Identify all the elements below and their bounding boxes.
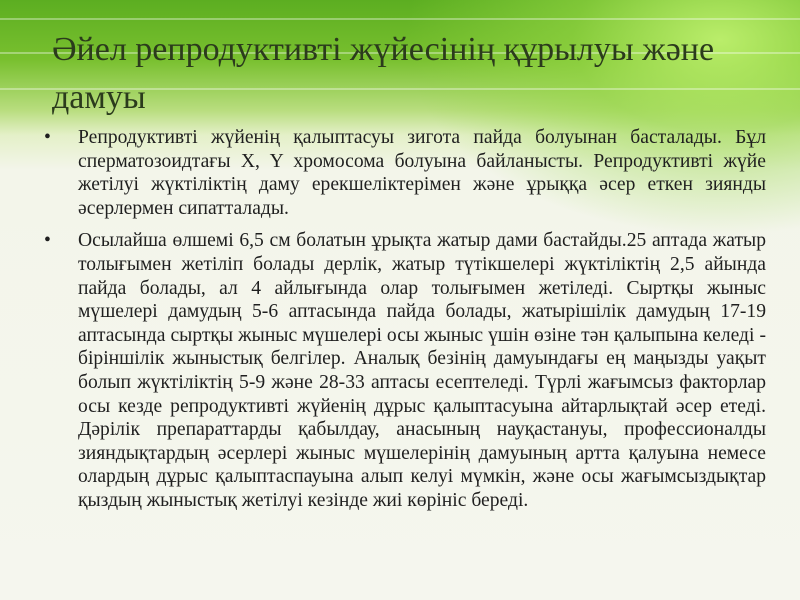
list-item [44, 126, 766, 220]
list-item-text: Репродуктивті жүйенің қалыптасуы зигота пайда болуынан басталады. Бұл сперматозоидтағы X, Y хромосома болуына байланысты. Репродуктивті жүйе жетілуі жүктіліктің даму ерекшеліктерімен және ұрыққа әсер еткен зиянды әсерлермен сипатталады. [78, 127, 766, 219]
bullet-marker: • [44, 127, 51, 148]
bullet-marker: • [44, 230, 51, 252]
bullet-list [44, 126, 766, 513]
slide-title: Әйел репродуктивті жүйесінің құрылуы және дамуы [52, 31, 715, 116]
list-item-text: Осылайша өлшемі 6,5 см болатын ұрықта жатыр дами бастайды.25 аптада жатыр толығымен жетіліп болады дерлік, жатыр түтікшелері жүктіліктің 2,5 айында пайда болады, ал 4 айлығында олар толығымен жетіледі. Сыртқы жыныс мүшелері дамудың 5-6 аптасында пайда болады, жатырішілік дамудың 17-19 аптасында сыртқы жыныс мүшелері осы жыныс үшін өзіне тән қалыпына келеді - біріншілік жыныстық белгілер. Аналық безінің дамуындағы ең маңызды уақыт болып жүктіліктің 5-9 және 28-33 аптасы есептеледі. Түрлі жағымсыз факторлар осы кезде репродуктивті жүйенің дұрыс қалыптасуына айтарлықтай әсер етеді. Дәрілік препараттарды қабылдау, анасының науқастануы, профессионалды зияндықтардың әсерлері жыныс мүшелерінің дамуының артта қалуына немесе олардың дұрыс қалыптаспауына алып келуі мүмкін, және осы жағымсыздықтар қыздың жыныстық жетілуі кезінде жиі көрініс береді. [78, 230, 766, 511]
list-item [44, 229, 766, 512]
header-stripe [0, 18, 800, 20]
